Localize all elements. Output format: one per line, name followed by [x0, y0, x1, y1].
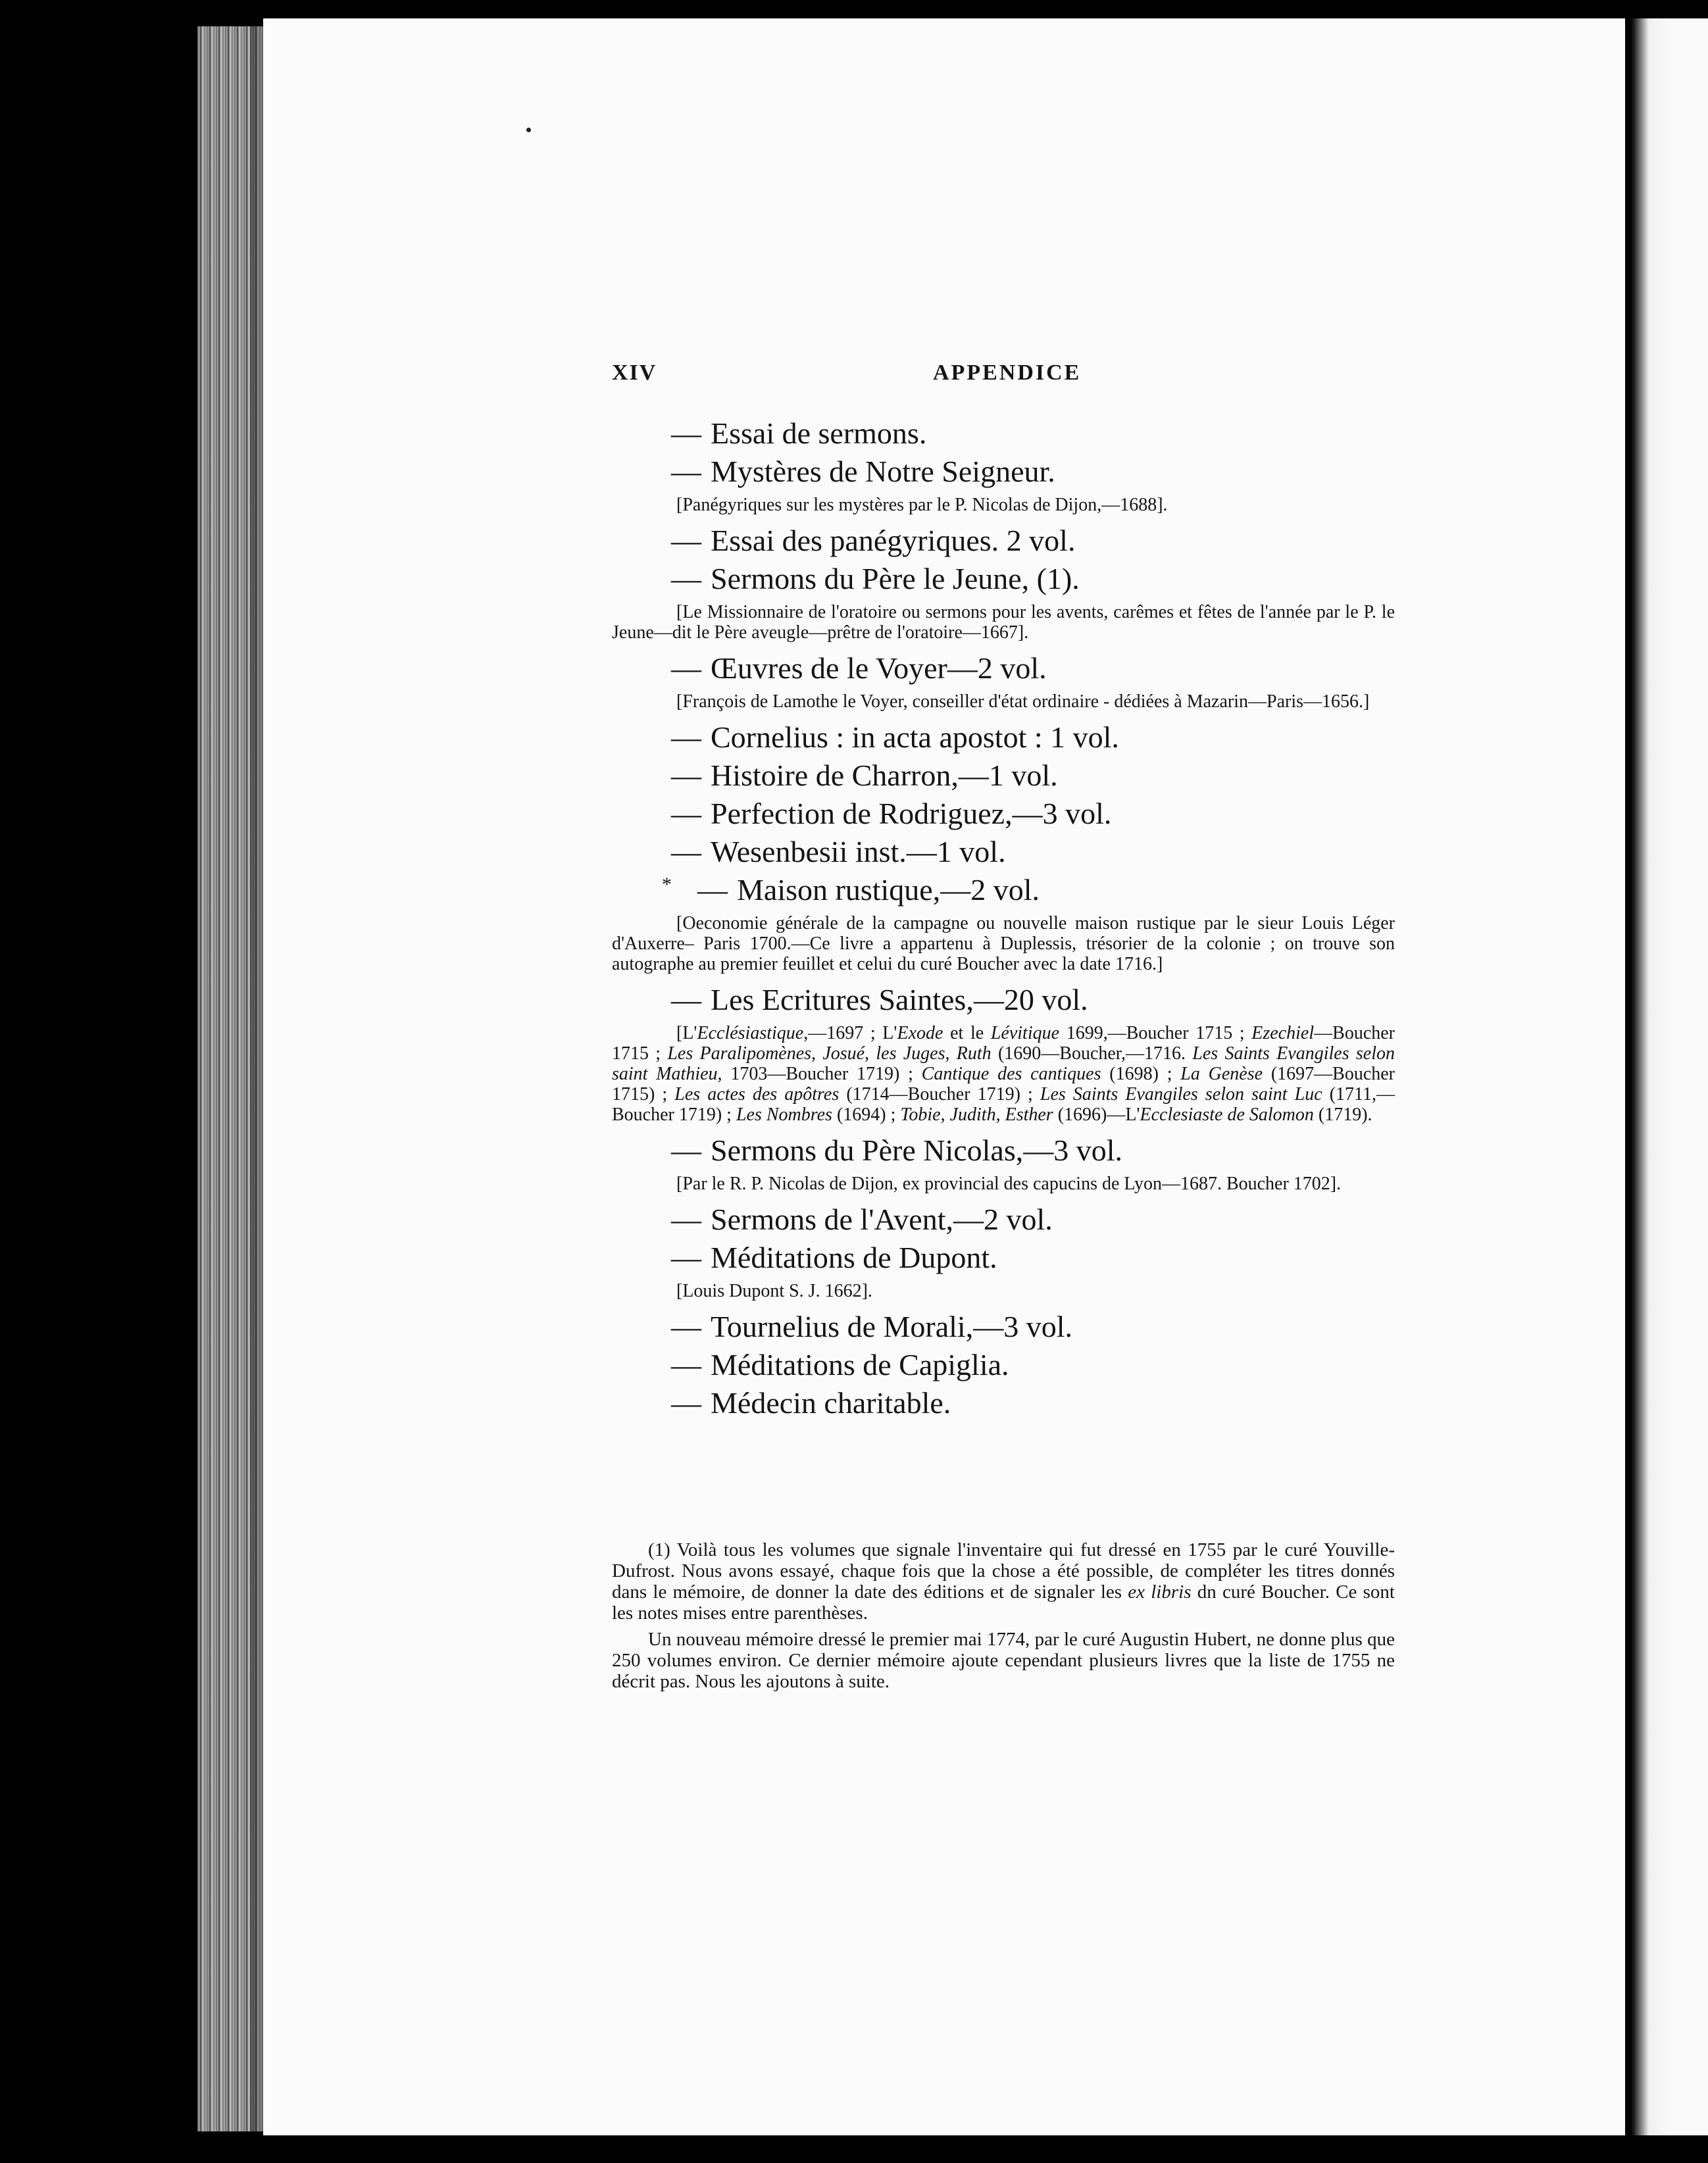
entry-note — [612, 1023, 1395, 1125]
ink-speck — [526, 128, 531, 132]
note-text: (1698) ; — [1101, 1064, 1181, 1084]
list-entry: — Sermons de l'Avent,—2 vol. — [671, 1203, 1053, 1236]
entry-note: [Oeconomie générale de la campagne ou nouvelle maison rustique par le sieur Louis Léger d'Auxerre– Paris 1700.—Ce livre a appartenu à Duplessis, trésorier de la colonie ; on trouve son autographe au premier feuillet et celui du curé Boucher avec la date 1716.] — [612, 913, 1395, 974]
footnotes — [612, 1539, 1395, 1697]
entry-note: [Par le R. P. Nicolas de Dijon, ex provincial des capucins de Lyon—1687. Boucher 1702]. — [676, 1174, 1342, 1194]
italic-title: Les Nombres — [736, 1105, 832, 1125]
italic-title: Les Paralipomènes, Josué, les Juges, Ruth — [667, 1043, 992, 1064]
list-entry: — Sermons du Père le Jeune, (1). — [671, 562, 1080, 595]
italic-title: Ecclésiastique — [697, 1023, 804, 1043]
list-entry: — Les Ecritures Saintes,—20 vol. — [671, 983, 1088, 1016]
note-text: (1711,—Boucher 1719) ; — [612, 1084, 1395, 1125]
book-list — [612, 414, 1395, 1422]
italic-title: Lévitique — [990, 1023, 1060, 1043]
note-text: (1697—Boucher 1715) ; — [612, 1064, 1395, 1105]
note-text: (1694) ; — [832, 1105, 901, 1125]
page-number: XIV — [612, 360, 657, 385]
note-text: ,—1697 ; L' — [803, 1023, 897, 1043]
entry-note: [Louis Dupont S. J. 1662]. — [676, 1281, 872, 1301]
list-entry: — Œuvres de le Voyer—2 vol. — [671, 651, 1047, 685]
list-entry: — Mystères de Notre Seigneur. — [671, 455, 1055, 488]
note-text: (1719). — [1313, 1105, 1372, 1125]
asterisk-mark: * — [662, 874, 672, 895]
note-text: —Boucher 1715 ; — [612, 1023, 1395, 1064]
italic-title: Les Saints Evangiles selon saint Luc — [1040, 1084, 1322, 1105]
entry-note: [François de Lamothe le Voyer, conseiller d'état ordinaire - dédiées à Mazarin—Paris—1656.] — [676, 691, 1370, 712]
page-header — [612, 360, 1395, 393]
footnote-1: (1) Voilà tous les volumes que signale l'inventaire qui fut dressé en 1755 par le curé Youville-Dufrost. Nous avons essayé, chaque fois que la chose a été possible, de compléter les titres donnés dans le mémoire, de donner la date des éditions et de signaler les ex libris dn curé Boucher. Ce sont les notes mises entre parenthèses. — [612, 1539, 1395, 1624]
italic-title: Les Saints Evangiles selon saint Mathieu, — [612, 1043, 1395, 1084]
note-text: (1696)—L' — [1053, 1105, 1140, 1125]
footnote-2: Un nouveau mémoire dressé le premier mai 1774, par le curé Augustin Hubert, ne donne plus que 250 volumes environ. Ce dernier mémoire ajoute cependant plusieurs livres que la liste de 1755 ne décrit pas. Nous les ajoutons à suite. — [612, 1629, 1395, 1692]
entry-note: [Panégyriques sur les mystères par le P. Nicolas de Dijon,—1688]. — [676, 495, 1168, 515]
list-entry: — Essai de sermons. — [671, 416, 927, 450]
italic-title: Les actes des apôtres — [674, 1084, 840, 1105]
italic-title: Tobie, Judith, Esther — [900, 1105, 1053, 1125]
note-text: (1690—Boucher,—1716. — [991, 1043, 1193, 1064]
list-entry: * — Maison rustique,—2 vol. — [612, 871, 1395, 909]
italic-title: Cantique des cantiques — [921, 1064, 1101, 1084]
italic-title: Ecclesiaste de Salomon — [1140, 1105, 1314, 1125]
note-text: 1703—Boucher 1719) ; — [722, 1064, 922, 1084]
list-entry: — Essai des panégyriques. 2 vol. — [671, 524, 1076, 557]
list-entry: — Sermons du Père Nicolas,—3 vol. — [671, 1133, 1123, 1167]
note-text: 1699,—Boucher 1715 ; — [1059, 1023, 1252, 1043]
list-entry: — Histoire de Charron,—1 vol. — [671, 758, 1058, 792]
list-entry: — Tournelius de Morali,—3 vol. — [671, 1310, 1072, 1343]
list-entry: — Wesenbesii inst.—1 vol. — [671, 835, 1006, 868]
list-entry: — Méditations de Capiglia. — [671, 1348, 1009, 1381]
italic-title: Ezechiel — [1251, 1023, 1315, 1043]
note-text: (1714—Boucher 1719) ; — [839, 1084, 1040, 1105]
list-entry: — Cornelius : in acta apostot : 1 vol. — [671, 720, 1119, 754]
facing-page-edge — [1632, 18, 1708, 2135]
list-entry: — Méditations de Dupont. — [671, 1241, 997, 1274]
italic-title: Exode — [897, 1023, 943, 1043]
list-entry: — Médecin charitable. — [671, 1386, 951, 1420]
note-text: [L' — [676, 1023, 697, 1043]
entry-note: [Le Missionnaire de l'oratoire ou sermons pour les avents, carêmes et fêtes de l'année par le P. le Jeune—dit le Père aveugle—prêtre de l'oratoire—1667]. — [612, 602, 1395, 643]
running-title: APPENDICE — [933, 360, 1082, 385]
note-text: et le — [943, 1023, 991, 1043]
list-entry: — Perfection de Rodriguez,—3 vol. — [671, 797, 1112, 830]
italic-title: La Genèse — [1180, 1064, 1263, 1084]
